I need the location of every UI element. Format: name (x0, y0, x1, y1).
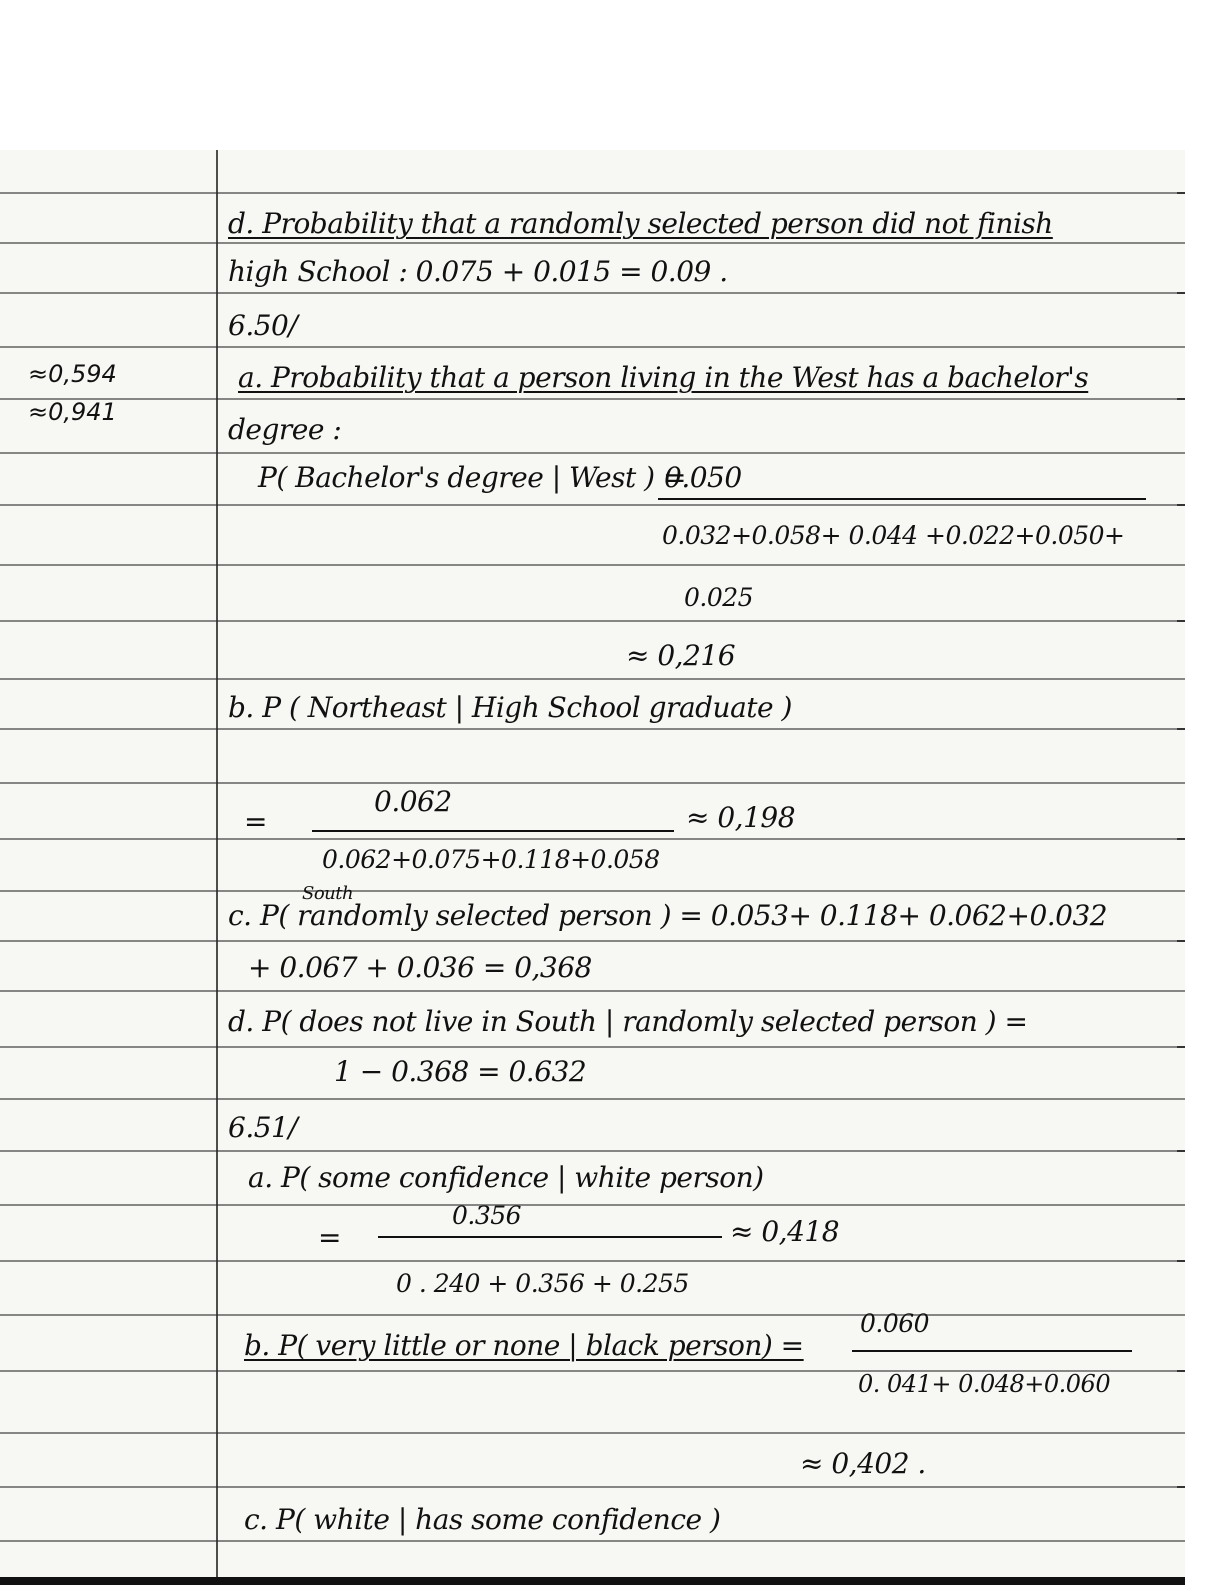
ruled-line (0, 678, 1185, 680)
answer-line: d. Probability that a randomly selected person did not finish (228, 207, 1053, 240)
answer-line: b. P( very little or none | black person) = (244, 1329, 804, 1362)
answer-line: d. P( does not live in South | randomly selected person ) = (228, 1005, 1028, 1038)
fraction-denominator: 0. 041+ 0.048+0.060 (858, 1370, 1111, 1398)
margin-note: ≈0,594 (28, 360, 117, 388)
answer-line: high School : 0.075 + 0.015 = 0.09 . (228, 255, 728, 288)
edge-tick (1177, 728, 1185, 730)
fraction-bar (658, 498, 1146, 500)
formula-lhs: P( Bachelor's degree | West ) = (258, 461, 686, 494)
ruled-line (0, 990, 1185, 992)
answer-line: 1 − 0.368 = 0.632 (334, 1055, 587, 1088)
ruled-line (0, 1260, 1185, 1262)
fraction-denominator: 0.025 (684, 583, 754, 612)
ruled-line (0, 838, 1185, 840)
answer-line: c. P( randomly selected person ) = 0.053+ 0.118+ 0.062+0.032 (228, 899, 1108, 932)
result: ≈ 0,418 (730, 1215, 840, 1248)
ruled-line (0, 940, 1185, 942)
answer-line: a. P( some confidence | white person) (248, 1161, 764, 1194)
margin-note: ≈0,941 (28, 398, 117, 426)
edge-tick (1177, 398, 1185, 400)
edge-tick (1177, 1046, 1185, 1048)
edge-tick (1177, 838, 1185, 840)
answer-line: b. P ( Northeast | High School graduate ) (228, 691, 792, 724)
ruled-line (0, 346, 1185, 348)
ruled-line (0, 1486, 1185, 1488)
edge-tick (1177, 940, 1185, 942)
ruled-line (0, 782, 1185, 784)
fraction-bar (312, 830, 674, 832)
ruled-line (0, 1314, 1185, 1316)
ruled-line (0, 1540, 1185, 1542)
ruled-line (0, 192, 1185, 194)
ruled-line (0, 1432, 1185, 1434)
ruled-line (0, 242, 1185, 244)
ruled-line (0, 890, 1185, 892)
notebook-page (0, 150, 1185, 1585)
edge-tick (1177, 1150, 1185, 1152)
fraction-numerator: 0.060 (860, 1309, 930, 1338)
result: ≈ 0,402 . (800, 1447, 926, 1480)
edge-tick (1177, 504, 1185, 506)
edge-tick (1177, 292, 1185, 294)
fraction-denominator: 0.032+0.058+ 0.044 +0.022+0.050+ (662, 521, 1125, 550)
problem-number: 6.50/ (228, 309, 298, 342)
edge-tick (1177, 1370, 1185, 1372)
fraction-numerator: 0.356 (452, 1201, 522, 1230)
ruled-line (0, 564, 1185, 566)
result: ≈ 0,216 (626, 639, 736, 672)
fraction-denominator: 0.062+0.075+0.118+0.058 (322, 845, 660, 874)
problem-number: 6.51/ (228, 1111, 298, 1144)
ruled-line (0, 504, 1185, 506)
ruled-line (0, 620, 1185, 622)
page-edge-shadow (0, 1577, 1185, 1585)
fraction-numerator: 0.050 (664, 461, 742, 494)
answer-line: a. Probability that a person living in the West has a bachelor's (238, 361, 1089, 394)
edge-tick (1177, 620, 1185, 622)
edge-tick (1177, 1486, 1185, 1488)
answer-line: + 0.067 + 0.036 = 0,368 (248, 951, 592, 984)
ruled-line (0, 398, 1185, 400)
fraction-denominator: 0 . 240 + 0.356 + 0.255 (396, 1269, 689, 1298)
edge-tick (1177, 192, 1185, 194)
ruled-line (0, 1046, 1185, 1048)
ruled-line (0, 1098, 1185, 1100)
ruled-line (0, 292, 1185, 294)
ruled-line (0, 1204, 1185, 1206)
fraction-numerator: 0.062 (374, 785, 452, 818)
annotation: South (302, 883, 354, 904)
answer-line: c. P( white | has some confidence ) (244, 1503, 721, 1536)
edge-tick (1177, 1260, 1185, 1262)
equals-sign: = (318, 1221, 341, 1254)
fraction-bar (852, 1350, 1132, 1352)
equals-sign: = (244, 805, 267, 838)
ruled-line (0, 1150, 1185, 1152)
ruled-line (0, 728, 1185, 730)
fraction-bar (378, 1236, 722, 1238)
answer-line: degree : (228, 413, 342, 446)
result: ≈ 0,198 (686, 801, 796, 834)
ruled-line (0, 452, 1185, 454)
